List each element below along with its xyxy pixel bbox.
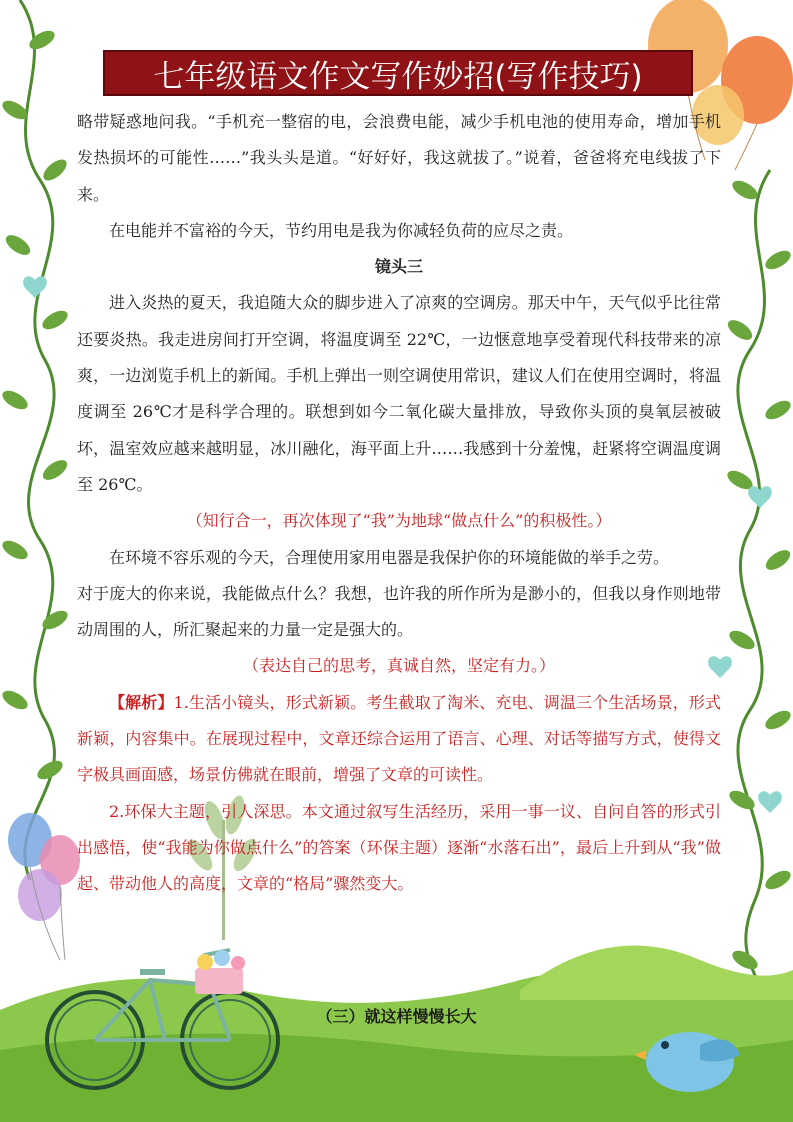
comment-sincere: （表达自己的思考，真诚自然，坚定有力。） bbox=[242, 656, 555, 676]
analysis-point-two: 2.环保大主题，引人深思。本文通过叙写生活经历，采用一事一议、自问自答的形式引出感悟，使“我能为你做点什么”的答案（环保主题）逐渐“水落石出”，最后上升到从“我”做起、带动他人的高度，文章的“格局”骤然变大。 bbox=[77, 801, 721, 894]
paragraph-air-conditioner: 进入炎热的夏天，我追随大众的脚步进入了凉爽的空调房。那天中午，天气似乎比往常还要炎热。我走进房间打开空调，将温度调至 22℃，一边惬意地享受着现代科技带来的凉爽，一边浏览手机上的新闻。手机上弹出一则空调使用常识，建议人们在使用空调时，将温度调至 26℃才是科学合理的。联想到如今二氧化碳大量排放，导致你头顶的臭氧层被破坏，温室效应越来越明显，冰川融化，海平面上升……我感到十分羞愧，赶紧将空调温度调至 26℃。 bbox=[77, 293, 721, 494]
paragraph-reflection: 对于庞大的你来说，我能做点什么？我想，也许我的所作所为是渺小的，但我以身作则地带动周围的人，所汇聚起来的力量一定是强大的。 bbox=[77, 583, 721, 640]
right-vine-decoration bbox=[738, 170, 770, 1030]
section-heading-shot-three: 镜头三 bbox=[374, 257, 423, 277]
paragraph-charging-end: 略带疑惑地问我。“手机充一整宿的电，会浪费电能，减少手机电池的使用寿命，增加手机发热损坏的可能性……”我头头是道。“好好好，我这就拔了。”说着，爸爸将充电线拔了下来。 bbox=[77, 112, 721, 204]
article-body bbox=[77, 104, 721, 903]
next-article-title: （三）就这样慢慢长大 bbox=[316, 1007, 477, 1026]
comment-unity: （知行合一，再次体现了“我”为地球“做点什么”的积极性。） bbox=[186, 511, 612, 531]
right-leaves-icon bbox=[724, 177, 793, 973]
analysis-point-one bbox=[77, 685, 721, 794]
balloons-left-icon bbox=[8, 813, 80, 960]
left-vine-decoration bbox=[20, 0, 54, 880]
paragraph-appliances: 在环境不容乐观的今天，合理使用家用电器是我保护你的环境能做的举手之劳。 bbox=[109, 547, 670, 567]
grass-ground-icon bbox=[0, 945, 793, 1122]
analysis-label: 【解析】 bbox=[109, 692, 174, 712]
flower-basket-icon bbox=[195, 950, 245, 994]
paragraph-save-electricity: 在电能并不富裕的今天，节约用电是我为你减轻负荷的应尽之责。 bbox=[109, 220, 574, 240]
analysis-one-text: 1.生活小镜头，形式新颖。考生截取了淘米、充电、调温三个生活场景，形式新颖，内容集中。在展现过程中，文章还综合运用了语言、心理、对话等描写方式，使得文字极具画面感，场景仿佛就在眼前，增强了文章的可读性。 bbox=[77, 692, 721, 785]
page-title: 七年级语文作文写作妙招(写作技巧) bbox=[103, 50, 693, 96]
